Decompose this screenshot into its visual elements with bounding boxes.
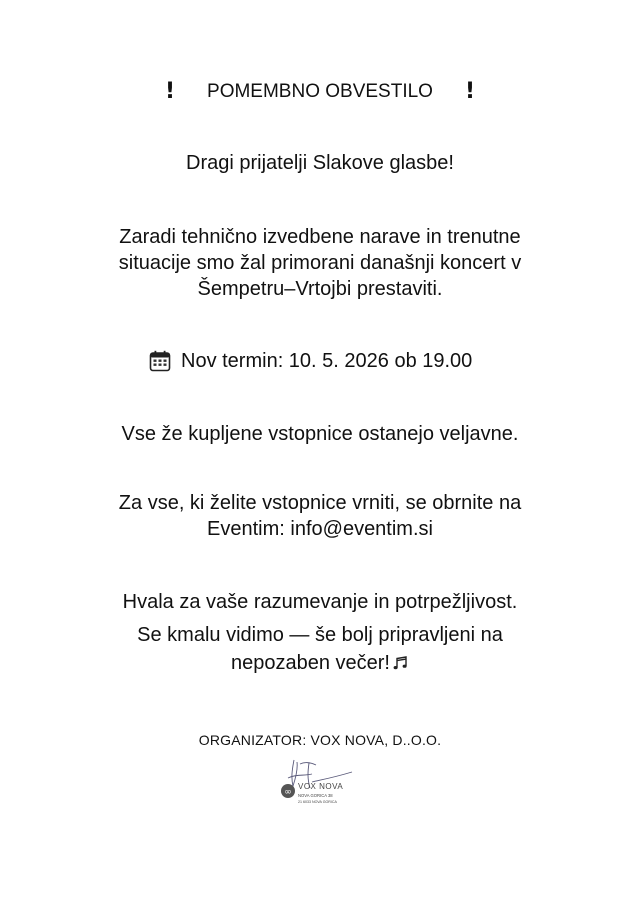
reason-line-1: Zaradi tehnično izvedbene narave in trenutne — [119, 226, 521, 248]
refund-line-2: Eventim: info@eventim.si — [207, 518, 433, 540]
musical-notes-icon — [393, 656, 409, 670]
refund-line-1: Za vse, ki želite vstopnice vrniti, se obrnite na — [118, 492, 522, 514]
exclamation-right-icon: ! — [465, 79, 476, 104]
notice-title-row — [0, 80, 640, 104]
new-date-text: Nov termin: 10. 5. 2026 ob 19.00 — [181, 350, 473, 372]
svg-text:∞: ∞ — [284, 787, 292, 798]
tickets-valid-text: Vse že kupljene vstopnice ostanejo veljavne. — [121, 423, 519, 445]
new-date-row — [0, 348, 640, 374]
calendar-icon — [149, 350, 171, 372]
stamp-address-1: NOVA GORICA 38 — [298, 793, 333, 798]
greeting: Dragi prijatelji Slakove glasbe! — [186, 152, 454, 174]
notice-title: POMEMBNO OBVESTILO — [207, 81, 433, 102]
reason-line-2: situacije smo žal primorani današnji koncert v — [118, 252, 522, 274]
thanks-text: Hvala za vaše razumevanje in potrpežljivost. — [122, 591, 518, 613]
stamp-address-2: 21 6033 NOVA GORICA — [298, 800, 337, 804]
exclamation-left-icon: ! — [165, 79, 176, 104]
stamp-company: VOX NOVA — [298, 782, 344, 791]
closing-line-2-row — [0, 651, 640, 675]
closing-line-2: nepozaben večer! — [230, 652, 390, 674]
closing-line-1: Se kmalu vidimo — še bolj pripravljeni na — [137, 624, 503, 646]
company-stamp — [276, 756, 360, 814]
reason-line-3: Šempetru–Vrtojbi prestaviti. — [197, 278, 443, 300]
organizer-text: ORGANIZATOR: VOX NOVA, D..O.O. — [198, 732, 442, 748]
